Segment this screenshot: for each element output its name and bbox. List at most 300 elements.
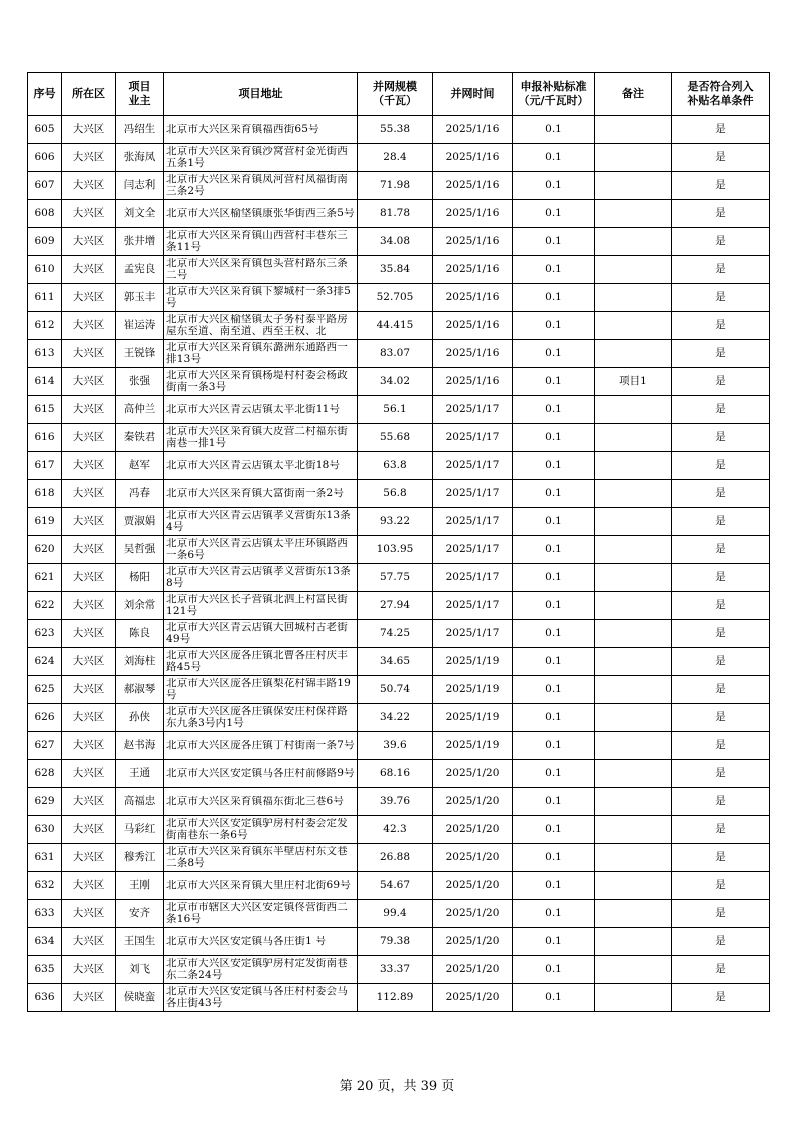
cell-project-address [164,480,358,508]
cell-subsidy-rate: 0.1 [513,116,595,144]
cell-project-owner: 闫志利 [116,172,164,200]
cell-subsidy-rate: 0.1 [513,900,595,928]
cell-remarks [595,592,672,620]
table-row [28,648,770,676]
address-text: 北京市大兴区榆垡镇太子务村泰平路房屋东至道、南至道、西至王权、北 [166,314,348,337]
address-text: 北京市大兴区采育镇山西营村丰巷东三条11号 [166,230,348,253]
cell-eligibility: 是 [672,396,770,424]
table-body [28,116,770,1012]
cell-row-index: 621 [28,564,62,592]
cell-eligibility: 是 [672,228,770,256]
table-row [28,116,770,144]
cell-district: 大兴区 [62,228,116,256]
cell-subsidy-rate: 0.1 [513,872,595,900]
cell-district: 大兴区 [62,872,116,900]
table-row [28,620,770,648]
cell-subsidy-rate: 0.1 [513,956,595,984]
cell-grid-date: 2025/1/17 [433,480,513,508]
cell-eligibility: 是 [672,732,770,760]
cell-remarks [595,872,672,900]
cell-grid-date: 2025/1/17 [433,592,513,620]
cell-project-owner: 刘余常 [116,592,164,620]
col-header-subsidy-rate: 申报补贴标准 （元/千瓦时） [513,73,595,116]
cell-grid-date: 2025/1/17 [433,452,513,480]
col-header-remarks: 备注 [595,73,672,116]
cell-project-owner: 冯绍生 [116,116,164,144]
cell-grid-date: 2025/1/17 [433,620,513,648]
cell-district: 大兴区 [62,928,116,956]
cell-row-index: 620 [28,536,62,564]
cell-project-address [164,452,358,480]
cell-row-index: 615 [28,396,62,424]
cell-grid-capacity: 56.1 [358,396,433,424]
cell-subsidy-rate: 0.1 [513,676,595,704]
cell-project-owner: 王通 [116,760,164,788]
table-row [28,368,770,396]
table-row [28,172,770,200]
cell-subsidy-rate: 0.1 [513,256,595,284]
cell-subsidy-rate: 0.1 [513,200,595,228]
cell-grid-capacity: 93.22 [358,508,433,536]
cell-project-owner: 杨阳 [116,564,164,592]
cell-grid-capacity: 68.16 [358,760,433,788]
cell-grid-capacity: 39.76 [358,788,433,816]
cell-remarks [595,116,672,144]
subsidy-table [27,72,770,1012]
table-row [28,816,770,844]
cell-grid-capacity: 55.38 [358,116,433,144]
cell-remarks [595,480,672,508]
cell-row-index: 613 [28,340,62,368]
cell-grid-capacity: 39.6 [358,732,433,760]
cell-eligibility: 是 [672,900,770,928]
cell-eligibility: 是 [672,452,770,480]
cell-subsidy-rate: 0.1 [513,648,595,676]
cell-project-address [164,956,358,984]
address-text: 北京市大兴区榆垡镇康张华街西三条5号 [166,207,355,219]
cell-district: 大兴区 [62,956,116,984]
cell-row-index: 636 [28,984,62,1012]
cell-grid-capacity: 79.38 [358,928,433,956]
cell-remarks [595,704,672,732]
table-row [28,284,770,312]
cell-row-index: 618 [28,480,62,508]
cell-project-owner: 张井增 [116,228,164,256]
cell-row-index: 635 [28,956,62,984]
cell-project-owner: 王国生 [116,928,164,956]
table-row [28,452,770,480]
table-row [28,480,770,508]
cell-remarks [595,284,672,312]
cell-grid-capacity: 81.78 [358,200,433,228]
cell-project-owner: 孟宪良 [116,256,164,284]
cell-subsidy-rate: 0.1 [513,480,595,508]
cell-remarks [595,340,672,368]
cell-project-address [164,704,358,732]
table-row [28,900,770,928]
address-text: 北京市大兴区采育镇大皮营二村福东街南巷一排1号 [166,426,348,449]
cell-subsidy-rate: 0.1 [513,816,595,844]
address-text: 北京市大兴区采育镇杨堤村村委会杨政街南一条3号 [166,370,348,393]
table-row [28,508,770,536]
cell-remarks [595,984,672,1012]
cell-grid-date: 2025/1/16 [433,284,513,312]
cell-grid-date: 2025/1/19 [433,676,513,704]
address-text: 北京市大兴区采育镇福西街65号 [166,123,319,135]
cell-district: 大兴区 [62,564,116,592]
cell-project-address [164,284,358,312]
table-header-row [28,73,770,116]
cell-grid-date: 2025/1/16 [433,228,513,256]
cell-grid-date: 2025/1/20 [433,816,513,844]
cell-project-owner: 刘文全 [116,200,164,228]
cell-row-index: 627 [28,732,62,760]
cell-project-address [164,872,358,900]
cell-eligibility: 是 [672,956,770,984]
cell-project-owner: 赵书海 [116,732,164,760]
cell-eligibility: 是 [672,200,770,228]
cell-remarks [595,564,672,592]
cell-project-address [164,648,358,676]
address-text: 北京市大兴区庞各庄镇北曹各庄村庆丰路45号 [166,650,348,673]
address-text: 北京市大兴区青云店镇太平北街11号 [166,403,341,415]
cell-subsidy-rate: 0.1 [513,788,595,816]
cell-district: 大兴区 [62,620,116,648]
cell-eligibility: 是 [672,144,770,172]
cell-eligibility: 是 [672,620,770,648]
cell-remarks [595,172,672,200]
cell-project-owner: 崔运涛 [116,312,164,340]
cell-grid-capacity: 50.74 [358,676,433,704]
address-text: 北京市大兴区采育镇包头营村路东三条二号 [166,258,348,281]
cell-district: 大兴区 [62,116,116,144]
cell-project-owner: 郭玉丰 [116,284,164,312]
cell-eligibility: 是 [672,256,770,284]
cell-project-address [164,116,358,144]
cell-remarks [595,536,672,564]
cell-district: 大兴区 [62,536,116,564]
address-text: 北京市大兴区采育镇大里庄村北街69号 [166,879,351,891]
cell-remarks [595,760,672,788]
cell-district: 大兴区 [62,284,116,312]
cell-grid-date: 2025/1/16 [433,144,513,172]
cell-project-address [164,564,358,592]
cell-project-address [164,676,358,704]
cell-eligibility: 是 [672,984,770,1012]
cell-row-index: 623 [28,620,62,648]
cell-district: 大兴区 [62,900,116,928]
cell-row-index: 609 [28,228,62,256]
cell-grid-capacity: 44.415 [358,312,433,340]
cell-project-address [164,732,358,760]
cell-eligibility: 是 [672,312,770,340]
cell-district: 大兴区 [62,452,116,480]
cell-grid-capacity: 63.8 [358,452,433,480]
cell-grid-capacity: 103.95 [358,536,433,564]
cell-eligibility: 是 [672,704,770,732]
cell-subsidy-rate: 0.1 [513,340,595,368]
table-row [28,228,770,256]
cell-remarks: 项目1 [595,368,672,396]
cell-project-owner: 王刚 [116,872,164,900]
cell-grid-capacity: 56.8 [358,480,433,508]
cell-project-address [164,340,358,368]
cell-eligibility: 是 [672,844,770,872]
cell-remarks [595,620,672,648]
cell-project-owner: 赵军 [116,452,164,480]
cell-subsidy-rate: 0.1 [513,564,595,592]
cell-eligibility: 是 [672,508,770,536]
cell-grid-capacity: 28.4 [358,144,433,172]
cell-eligibility: 是 [672,172,770,200]
cell-subsidy-rate: 0.1 [513,368,595,396]
cell-row-index: 616 [28,424,62,452]
cell-district: 大兴区 [62,648,116,676]
address-text: 北京市大兴区采育镇沙窝营村金光街西五条1号 [166,146,348,169]
cell-project-owner: 穆秀江 [116,844,164,872]
cell-grid-capacity: 112.89 [358,984,433,1012]
address-text: 北京市大兴区庞各庄镇丁村街南一条7号 [166,739,355,751]
cell-grid-capacity: 35.84 [358,256,433,284]
cell-remarks [595,788,672,816]
cell-project-owner: 张海凤 [116,144,164,172]
cell-grid-date: 2025/1/16 [433,256,513,284]
cell-grid-date: 2025/1/20 [433,872,513,900]
cell-row-index: 612 [28,312,62,340]
table-row [28,312,770,340]
cell-district: 大兴区 [62,340,116,368]
cell-project-owner: 安齐 [116,900,164,928]
cell-row-index: 606 [28,144,62,172]
cell-remarks [595,900,672,928]
cell-row-index: 617 [28,452,62,480]
cell-subsidy-rate: 0.1 [513,312,595,340]
cell-grid-date: 2025/1/17 [433,424,513,452]
cell-project-owner: 高福忠 [116,788,164,816]
cell-project-address [164,928,358,956]
cell-district: 大兴区 [62,368,116,396]
cell-district: 大兴区 [62,480,116,508]
cell-subsidy-rate: 0.1 [513,928,595,956]
cell-project-address [164,256,358,284]
cell-project-address [164,172,358,200]
cell-row-index: 632 [28,872,62,900]
cell-district: 大兴区 [62,732,116,760]
cell-grid-date: 2025/1/19 [433,704,513,732]
cell-row-index: 611 [28,284,62,312]
cell-district: 大兴区 [62,816,116,844]
cell-project-address [164,900,358,928]
address-text: 北京市大兴区安定镇马各庄街1 号 [166,935,327,947]
cell-eligibility: 是 [672,284,770,312]
cell-subsidy-rate: 0.1 [513,592,595,620]
cell-grid-date: 2025/1/20 [433,760,513,788]
cell-subsidy-rate: 0.1 [513,452,595,480]
cell-remarks [595,816,672,844]
cell-eligibility: 是 [672,676,770,704]
cell-row-index: 633 [28,900,62,928]
cell-eligibility: 是 [672,564,770,592]
cell-subsidy-rate: 0.1 [513,760,595,788]
cell-grid-date: 2025/1/20 [433,900,513,928]
cell-project-address [164,620,358,648]
cell-district: 大兴区 [62,676,116,704]
cell-row-index: 607 [28,172,62,200]
cell-district: 大兴区 [62,592,116,620]
cell-eligibility: 是 [672,340,770,368]
cell-row-index: 628 [28,760,62,788]
cell-grid-date: 2025/1/20 [433,956,513,984]
cell-grid-capacity: 34.02 [358,368,433,396]
cell-district: 大兴区 [62,508,116,536]
cell-district: 大兴区 [62,704,116,732]
address-text: 北京市大兴区安定镇驴房村村委会定发街南巷东一条6号 [166,818,348,841]
address-text: 北京市大兴区采育镇福东街北三巷6号 [166,795,345,807]
address-text: 北京市大兴区青云店镇大回城村古老街49号 [166,622,348,645]
cell-subsidy-rate: 0.1 [513,284,595,312]
address-text: 北京市大兴区青云店镇太平庄环镇路西一条6号 [166,538,348,561]
cell-project-owner: 马彩红 [116,816,164,844]
cell-grid-date: 2025/1/20 [433,984,513,1012]
cell-district: 大兴区 [62,200,116,228]
table-row [28,928,770,956]
cell-grid-date: 2025/1/16 [433,340,513,368]
address-text: 北京市大兴区采育镇大富街南一条2号 [166,487,345,499]
cell-project-address [164,508,358,536]
cell-remarks [595,732,672,760]
cell-eligibility: 是 [672,592,770,620]
cell-district: 大兴区 [62,424,116,452]
cell-remarks [595,144,672,172]
cell-project-address [164,228,358,256]
cell-project-owner: 孙侠 [116,704,164,732]
cell-remarks [595,312,672,340]
cell-grid-capacity: 26.88 [358,844,433,872]
cell-grid-capacity: 83.07 [358,340,433,368]
cell-project-address [164,144,358,172]
cell-grid-date: 2025/1/17 [433,508,513,536]
cell-project-address [164,424,358,452]
cell-remarks [595,200,672,228]
cell-district: 大兴区 [62,144,116,172]
cell-project-address [164,592,358,620]
col-header-district: 所在区 [62,73,116,116]
col-header-address: 项目地址 [164,73,358,116]
page-number: 第 20 页，共 39 页 [339,1079,455,1094]
cell-grid-date: 2025/1/20 [433,844,513,872]
cell-eligibility: 是 [672,928,770,956]
cell-project-address [164,760,358,788]
cell-project-address [164,984,358,1012]
address-text: 北京市大兴区青云店镇孝义营街东13条4号 [166,510,351,533]
table-row [28,424,770,452]
cell-grid-date: 2025/1/20 [433,788,513,816]
cell-district: 大兴区 [62,256,116,284]
cell-row-index: 605 [28,116,62,144]
cell-project-address [164,536,358,564]
cell-district: 大兴区 [62,788,116,816]
cell-remarks [595,452,672,480]
cell-project-owner: 王锐锋 [116,340,164,368]
col-header-capacity: 并网规模 （千瓦） [358,73,433,116]
cell-remarks [595,228,672,256]
cell-eligibility: 是 [672,872,770,900]
cell-subsidy-rate: 0.1 [513,424,595,452]
cell-district: 大兴区 [62,984,116,1012]
cell-grid-capacity: 33.37 [358,956,433,984]
table-row [28,788,770,816]
cell-grid-date: 2025/1/16 [433,116,513,144]
cell-remarks [595,844,672,872]
cell-subsidy-rate: 0.1 [513,620,595,648]
table-row [28,984,770,1012]
table-row [28,732,770,760]
cell-row-index: 622 [28,592,62,620]
table-row [28,872,770,900]
cell-subsidy-rate: 0.1 [513,508,595,536]
cell-project-address [164,844,358,872]
address-text: 北京市大兴区庞各庄镇梨花村锦丰路19号 [166,678,351,701]
cell-project-address [164,788,358,816]
cell-district: 大兴区 [62,172,116,200]
cell-eligibility: 是 [672,536,770,564]
cell-row-index: 634 [28,928,62,956]
cell-subsidy-rate: 0.1 [513,536,595,564]
cell-eligibility: 是 [672,788,770,816]
cell-project-owner: 刘飞 [116,956,164,984]
cell-subsidy-rate: 0.1 [513,732,595,760]
cell-grid-capacity: 54.67 [358,872,433,900]
cell-subsidy-rate: 0.1 [513,228,595,256]
cell-district: 大兴区 [62,760,116,788]
address-text: 北京市大兴区安定镇马各庄村前修路9号 [166,767,355,779]
address-text: 北京市大兴区安定镇驴房村定发街南巷东二条24号 [166,958,348,981]
cell-row-index: 610 [28,256,62,284]
table-row [28,844,770,872]
cell-district: 大兴区 [62,396,116,424]
cell-row-index: 614 [28,368,62,396]
cell-grid-date: 2025/1/16 [433,368,513,396]
cell-grid-capacity: 99.4 [358,900,433,928]
table-row [28,676,770,704]
cell-grid-capacity: 74.25 [358,620,433,648]
table-row [28,564,770,592]
table-row [28,256,770,284]
cell-grid-date: 2025/1/16 [433,172,513,200]
cell-subsidy-rate: 0.1 [513,704,595,732]
cell-district: 大兴区 [62,844,116,872]
address-text: 北京市大兴区青云店镇太平北街18号 [166,459,341,471]
cell-remarks [595,396,672,424]
cell-grid-capacity: 42.3 [358,816,433,844]
cell-project-owner: 刘海柱 [116,648,164,676]
cell-subsidy-rate: 0.1 [513,844,595,872]
address-text: 北京市大兴区青云店镇孝义营街东13条8号 [166,566,351,589]
cell-subsidy-rate: 0.1 [513,144,595,172]
address-text: 北京市大兴区采育镇东潞洲东通路西一排13号 [166,342,348,365]
cell-grid-capacity: 34.65 [358,648,433,676]
cell-row-index: 629 [28,788,62,816]
table-row [28,200,770,228]
cell-grid-capacity: 57.75 [358,564,433,592]
cell-eligibility: 是 [672,480,770,508]
col-header-grid-date: 并网时间 [433,73,513,116]
table-row [28,536,770,564]
cell-remarks [595,956,672,984]
cell-project-owner: 高仲兰 [116,396,164,424]
address-text: 北京市大兴区庞各庄镇保安庄村保祥路东九条3号内1号 [166,706,348,729]
cell-project-address [164,816,358,844]
